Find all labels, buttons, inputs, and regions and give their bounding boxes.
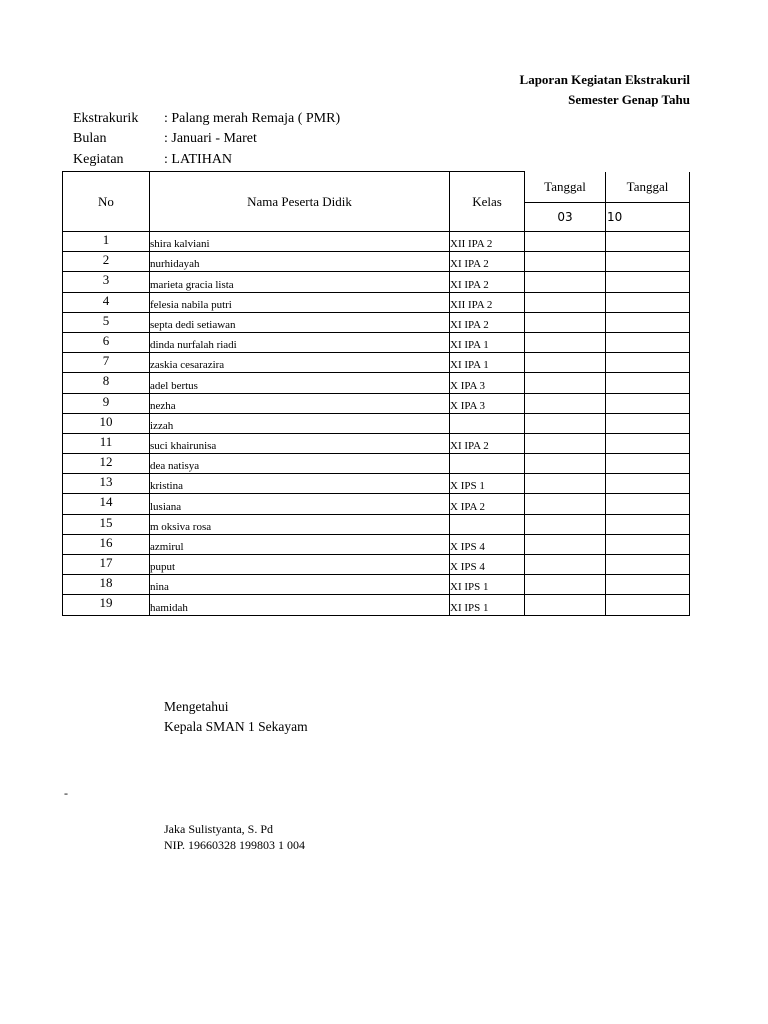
table-row xyxy=(63,494,690,514)
report-title: Laporan Kegiatan Ekstrakuril xyxy=(519,72,690,87)
student-name: dea natisya xyxy=(150,454,450,474)
row-number: 15 xyxy=(63,514,150,534)
principal-nip: NIP. 19660328 199803 1 004 xyxy=(164,838,306,852)
kegiatan-label: Kegiatan xyxy=(73,152,124,167)
row-number: 14 xyxy=(63,494,150,514)
student-class: XI IPS 1 xyxy=(450,595,525,615)
table-row xyxy=(63,232,690,252)
row-number: 8 xyxy=(63,373,150,393)
attendance-cell-2 xyxy=(606,312,690,332)
row-number: 16 xyxy=(63,534,150,554)
student-class xyxy=(450,413,525,433)
attendance-rows xyxy=(63,232,690,616)
attendance-cell-1 xyxy=(525,534,606,554)
attendance-cell-2 xyxy=(606,252,690,272)
row-number: 6 xyxy=(63,332,150,352)
student-class: X IPA 2 xyxy=(450,494,525,514)
table-row xyxy=(63,292,690,312)
table-row xyxy=(63,514,690,534)
row-number: 5 xyxy=(63,312,150,332)
row-number: 3 xyxy=(63,272,150,292)
attendance-cell-2 xyxy=(606,474,690,494)
attendance-cell-1 xyxy=(525,272,606,292)
attendance-cell-1 xyxy=(525,454,606,474)
row-number: 13 xyxy=(63,474,150,494)
student-name: dinda nurfalah riadi xyxy=(150,332,450,352)
attendance-cell-2 xyxy=(606,534,690,554)
attendance-cell-2 xyxy=(606,373,690,393)
attendance-cell-1 xyxy=(525,373,606,393)
header-name: Nama Peserta Didik xyxy=(150,172,450,232)
student-name: lusiana xyxy=(150,494,450,514)
ekstrakurik-label: Ekstrakurik xyxy=(73,111,139,126)
row-number: 12 xyxy=(63,454,150,474)
ekstrakurik-value: : Palang merah Remaja ( PMR) xyxy=(164,111,341,126)
student-name: adel bertus xyxy=(150,373,450,393)
attendance-cell-2 xyxy=(606,595,690,615)
attendance-cell-1 xyxy=(525,353,606,373)
student-class: XI IPS 1 xyxy=(450,575,525,595)
student-name: nina xyxy=(150,575,450,595)
student-name: nurhidayah xyxy=(150,252,450,272)
student-class xyxy=(450,454,525,474)
attendance-cell-1 xyxy=(525,555,606,575)
attendance-cell-2 xyxy=(606,393,690,413)
table-row xyxy=(63,474,690,494)
attendance-cell-1 xyxy=(525,474,606,494)
header-tanggal-2: Tanggal xyxy=(606,172,690,203)
attendance-cell-1 xyxy=(525,514,606,534)
student-name: marieta gracia lista xyxy=(150,272,450,292)
attendance-cell-2 xyxy=(606,232,690,252)
bulan-label: Bulan xyxy=(73,131,107,146)
header-kelas: Kelas xyxy=(450,172,525,232)
row-number: 19 xyxy=(63,595,150,615)
table-row xyxy=(63,252,690,272)
student-name: zaskia cesarazira xyxy=(150,353,450,373)
student-name: nezha xyxy=(150,393,450,413)
student-class: XI IPA 1 xyxy=(450,332,525,352)
attendance-cell-1 xyxy=(525,252,606,272)
student-class: X IPA 3 xyxy=(450,393,525,413)
attendance-cell-2 xyxy=(606,555,690,575)
attendance-table xyxy=(62,171,690,616)
header-tanggal-1: Tanggal xyxy=(525,172,606,203)
table-row xyxy=(63,312,690,332)
row-number: 17 xyxy=(63,555,150,575)
student-class: XI IPA 2 xyxy=(450,272,525,292)
row-number: 10 xyxy=(63,413,150,433)
student-name: azmirul xyxy=(150,534,450,554)
table-row xyxy=(63,555,690,575)
student-class: XII IPA 2 xyxy=(450,292,525,312)
attendance-cell-2 xyxy=(606,292,690,312)
attendance-cell-2 xyxy=(606,353,690,373)
attendance-cell-1 xyxy=(525,595,606,615)
row-number: 2 xyxy=(63,252,150,272)
student-name: septa dedi setiawan xyxy=(150,312,450,332)
student-name: m oksiva rosa xyxy=(150,514,450,534)
student-name: suci khairunisa xyxy=(150,433,450,453)
student-name: hamidah xyxy=(150,595,450,615)
student-class: XI IPA 2 xyxy=(450,433,525,453)
student-name: felesia nabila putri xyxy=(150,292,450,312)
table-row xyxy=(63,373,690,393)
attendance-cell-2 xyxy=(606,433,690,453)
attendance-cell-2 xyxy=(606,575,690,595)
student-class: X IPS 4 xyxy=(450,534,525,554)
report-subtitle: Semester Genap Tahu xyxy=(568,92,690,107)
student-name: shira kalviani xyxy=(150,232,450,252)
student-class: XI IPA 2 xyxy=(450,252,525,272)
attendance-cell-2 xyxy=(606,413,690,433)
header-date-2: 10 xyxy=(606,203,690,232)
table-row xyxy=(63,534,690,554)
attendance-cell-1 xyxy=(525,232,606,252)
student-class: X IPS 1 xyxy=(450,474,525,494)
table-row xyxy=(63,332,690,352)
table-row xyxy=(63,454,690,474)
student-class: XI IPA 1 xyxy=(450,353,525,373)
dash-mark: - xyxy=(64,786,68,800)
attendance-cell-2 xyxy=(606,332,690,352)
student-class xyxy=(450,514,525,534)
principal-position: Kepala SMAN 1 Sekayam xyxy=(164,719,308,734)
principal-name: Jaka Sulistyanta, S. Pd xyxy=(164,822,274,836)
row-number: 18 xyxy=(63,575,150,595)
header-no: No xyxy=(63,172,150,232)
attendance-cell-2 xyxy=(606,494,690,514)
attendance-cell-2 xyxy=(606,514,690,534)
row-number: 7 xyxy=(63,353,150,373)
bulan-value: : Januari - Maret xyxy=(164,131,257,146)
student-class: X IPA 3 xyxy=(450,373,525,393)
attendance-cell-2 xyxy=(606,454,690,474)
table-row xyxy=(63,393,690,413)
student-name: kristina xyxy=(150,474,450,494)
attendance-cell-1 xyxy=(525,433,606,453)
student-class: X IPS 4 xyxy=(450,555,525,575)
table-row xyxy=(63,353,690,373)
mengetahui-text: Mengetahui xyxy=(164,699,229,714)
attendance-cell-2 xyxy=(606,272,690,292)
attendance-cell-1 xyxy=(525,575,606,595)
kegiatan-value: : LATIHAN xyxy=(164,152,233,167)
row-number: 11 xyxy=(63,433,150,453)
student-name: puput xyxy=(150,555,450,575)
attendance-cell-1 xyxy=(525,393,606,413)
student-class: XII IPA 2 xyxy=(450,232,525,252)
table-row xyxy=(63,433,690,453)
attendance-cell-1 xyxy=(525,413,606,433)
table-row xyxy=(63,413,690,433)
table-row xyxy=(63,575,690,595)
row-number: 9 xyxy=(63,393,150,413)
row-number: 1 xyxy=(63,232,150,252)
attendance-cell-1 xyxy=(525,292,606,312)
attendance-cell-1 xyxy=(525,332,606,352)
table-row xyxy=(63,595,690,615)
row-number: 4 xyxy=(63,292,150,312)
student-class: XI IPA 2 xyxy=(450,312,525,332)
attendance-cell-1 xyxy=(525,312,606,332)
table-row xyxy=(63,272,690,292)
attendance-cell-1 xyxy=(525,494,606,514)
header-date-1: 03 xyxy=(525,203,606,232)
student-name: izzah xyxy=(150,413,450,433)
